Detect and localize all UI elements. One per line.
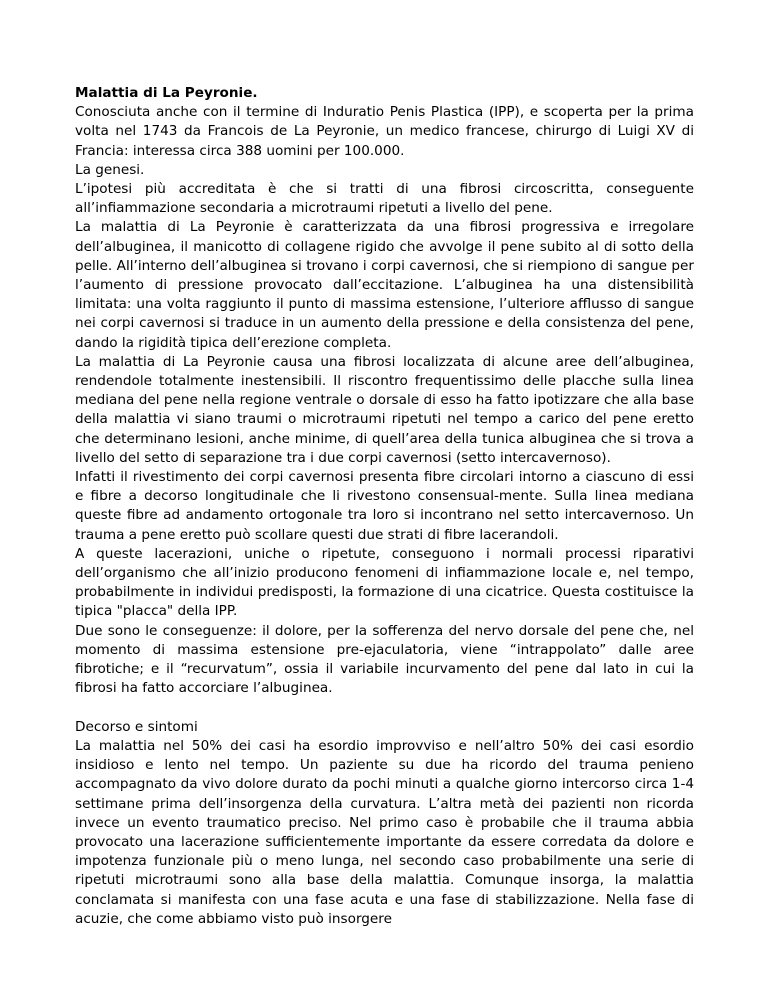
paragraph-intro: Conosciuta anche con il termine di Induratio Penis Plastica (IPP), e scoperta per la prima volta nel 1743 da Francois de La Peyronie, un medico francese, chirurgo di Luigi XV di Francia: interessa circa 388 uomini per 100.000. [75,104,694,159]
paragraph-fibres: Infatti il rivestimento dei corpi cavernosi presenta fibre circolari intorno a ciascuno di essi e fibre a decorso longitudinale che li rivestono consensual-mente. Sulla linea mediana queste fibre ad andamento ortogonale tra loro si incontrano nel setto intercavernoso. Un trauma a pene eretto può scollare questi due strati di fibre lacerandoli. [75,469,694,543]
section-heading: Decorso e sintomi [75,718,198,735]
paragraph-genesis-heading: La genesi. [75,161,145,178]
document-title: Malattia di La Peyronie. [75,85,258,101]
paragraph-spacer [75,699,694,718]
paragraph-albuginea: La malattia di La Peyronie è caratterizzata da una fibrosi progressiva e irregolare dell’albuginea, il manicotto di collagene rigido che avvolge il pene subito al di sotto della pelle. All’interno dell’albuginea si trovano i corpi cavernosi, che si riempiono di sangue per l’aumento di pressione provocato dall’eccitazione. L’albuginea ha una distensibilità limitata: una volta raggiunto il punto di massima estensione, l’ulteriore afflusso di sangue nei corpi cavernosi si traduce in un aumento della pressione e della consistenza del pene, dando la rigidità tipica dell’erezione completa. [75,219,694,351]
paragraph-fibrosis: La malattia di La Peyronie causa una fibrosi localizzata di alcune aree dell’albuginea, rendendole totalmente inestensibili. Il riscontro frequentissimo delle placche sulla linea mediana del pene nella regione ventrale o dorsale di esso ha fatto ipotizzare che alla base della malattia vi siano traumi o microtraumi ripetuti nel tempo a carico del pene eretto che determinano lesioni, anche minime, di quell’area della tunica albuginea che si trova a livello del setto di separazione tra i due corpi cavernosi (setto intercavernoso). [75,353,694,466]
paragraph-repair: A queste lacerazioni, uniche o ripetute, conseguono i normali processi riparativi dell’organismo che all’inizio producono fenomeni di infiammazione locale e, nel tempo, probabilmente in individui predisposti, la formazione di una cicatrice. Questa costituisce la tipica "placca" della IPP. [75,545,694,620]
paragraph-hypothesis: L’ipotesi più accreditata è che si tratti di una fibrosi circoscritta, conseguente all’infiammazione secondaria a microtraumi ripetuti a livello del pene. [75,181,694,217]
paragraph-consequences: Due sono le conseguenze: il dolore, per la sofferenza del nervo dorsale del pene che, nel momento di massima estensione pre-ejaculatoria, viene “intrappolato” dalle aree fibrotiche; e il “recurvatum”, ossia il variabile incurvamento del pene dal lato in cui la fibrosi ha fatto accorciare l’albuginea. [75,622,694,697]
document-page [75,84,694,929]
paragraph-course: La malattia nel 50% dei casi ha esordio improvviso e nell’altro 50% dei casi esordio insidioso e lento nel tempo. Un paziente su due ha ricordo del trauma penieno accompagnato da vivo dolore durato da pochi minuti a qualche giorno intercorso circa 1-4 settimane prima dell’insorgenza della curvatura. L’altra metà dei pazienti non ricorda invece un evento traumatico preciso. Nel primo caso è probabile che il trauma abbia provocato una lacerazione sufficientemente importante da essere corredata da dolore e impotenza funzionale più o meno lunga, nel secondo caso probabilmente una serie di ripetuti microtraumi sono alla base della malattia. Comunque insorga, la malattia conclamata si manifesta con una fase acuta e una fase di stabilizzazione. Nella fase di acuzie, che come abbiamo visto può insorgere [75,737,694,927]
